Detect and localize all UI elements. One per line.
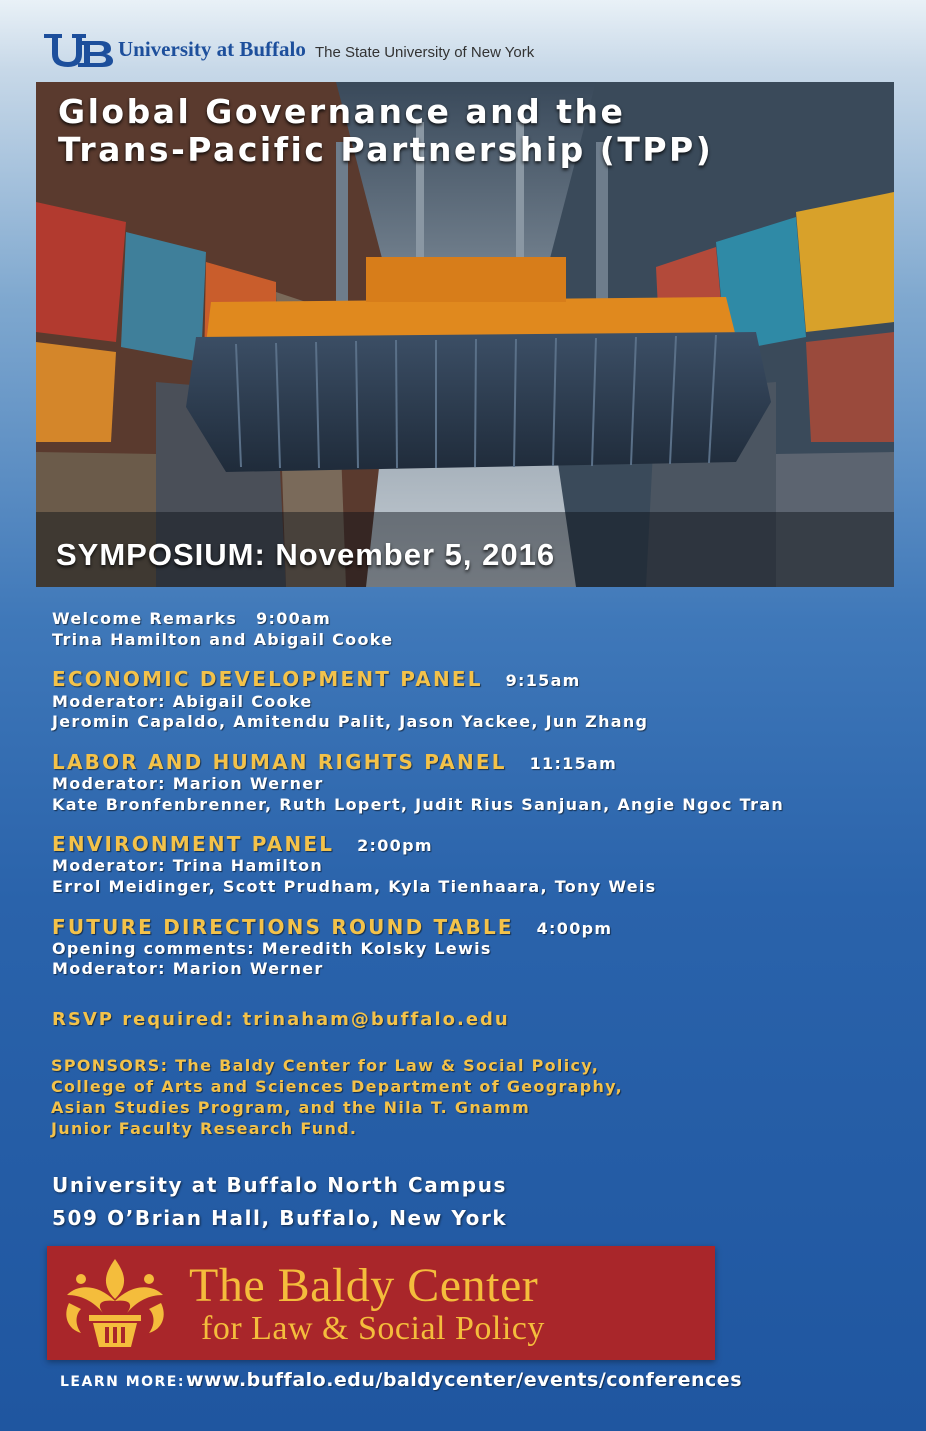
economic-panel-time: 9:15am — [505, 671, 581, 690]
rsvp-line: RSVP required: trinaham@buffalo.edu — [52, 1009, 510, 1030]
environment-panel-heading — [52, 832, 433, 856]
economic-panelists: Jeromin Capaldo, Amitendu Palit, Jason Yackee, Jun Zhang — [52, 712, 649, 731]
hero-image — [36, 82, 894, 587]
sponsors-line-3: Asian Studies Program, and the Nila T. Gnamm — [51, 1098, 531, 1117]
ub-logo-icon — [42, 32, 114, 68]
labor-moderator: Moderator: Marion Werner — [52, 774, 324, 793]
environment-panel-time: 2:00pm — [357, 836, 433, 855]
environment-moderator: Moderator: Trina Hamilton — [52, 856, 324, 875]
future-moderator: Moderator: Marion Werner — [52, 959, 324, 978]
welcome-speakers: Trina Hamilton and Abigail Cooke — [52, 630, 394, 649]
future-roundtable-time: 4:00pm — [536, 919, 613, 938]
university-subtitle: The State University of New York — [315, 44, 535, 61]
welcome-time: 9:00am — [256, 609, 332, 628]
labor-panel-heading — [52, 750, 617, 774]
event-title-line-1: Global Governance and the — [58, 92, 626, 131]
economic-panel-title: ECONOMIC DEVELOPMENT PANEL — [52, 667, 483, 691]
economic-panel-heading — [52, 667, 581, 691]
labor-panelists: Kate Bronfenbrenner, Ruth Lopert, Judit Rius Sanjuan, Angie Ngoc Tran — [52, 795, 785, 814]
economic-moderator: Moderator: Abigail Cooke — [52, 692, 313, 711]
baldy-center-tagline: for Law & Social Policy — [201, 1310, 545, 1347]
baldy-center-banner — [47, 1246, 715, 1360]
learn-more-link[interactable]: www.buffalo.edu/baldycenter/events/conferences — [186, 1369, 743, 1391]
future-roundtable-heading — [52, 915, 612, 939]
university-name: University at Buffalo — [118, 37, 306, 61]
future-roundtable-title: FUTURE DIRECTIONS ROUND TABLE — [52, 915, 514, 939]
ornamental-crest-icon — [59, 1255, 171, 1351]
labor-panel-title: LABOR AND HUMAN RIGHTS PANEL — [52, 750, 507, 774]
symposium-date: SYMPOSIUM: November 5, 2016 — [56, 537, 556, 572]
sponsors-line-2: College of Arts and Sciences Department of Geography, — [51, 1077, 624, 1096]
campus-name: University at Buffalo North Campus — [52, 1173, 508, 1197]
future-opening-comments: Opening comments: Meredith Kolsky Lewis — [52, 939, 492, 958]
environment-panelists: Errol Meidinger, Scott Prudham, Kyla Tienhaara, Tony Weis — [52, 877, 657, 896]
labor-panel-time: 11:15am — [529, 754, 618, 773]
sponsors-line-4: Junior Faculty Research Fund. — [51, 1119, 358, 1138]
environment-panel-title: ENVIRONMENT PANEL — [52, 832, 335, 856]
learn-more-label: LEARN MORE: — [60, 1374, 185, 1390]
sponsors-line-1: SPONSORS: The Baldy Center for Law & Social Policy, — [51, 1056, 600, 1075]
building-address: 509 O’Brian Hall, Buffalo, New York — [52, 1206, 508, 1230]
event-title-line-2: Trans-Pacific Partnership (TPP) — [58, 130, 714, 169]
welcome-line — [52, 609, 331, 628]
welcome-title: Welcome Remarks — [52, 609, 238, 628]
baldy-center-name: The Baldy Center — [189, 1259, 539, 1312]
